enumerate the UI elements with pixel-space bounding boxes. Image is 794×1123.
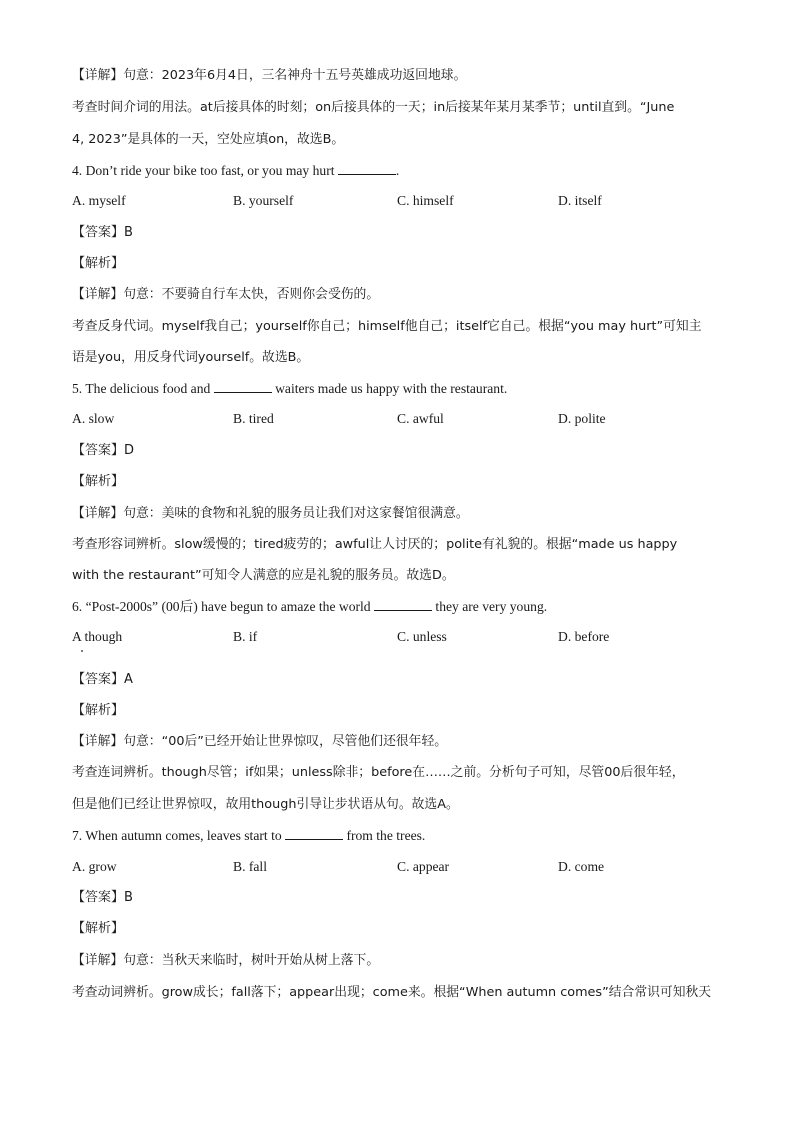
option-b: B. fall — [233, 859, 267, 874]
explanation-line: 【详解】句意：“00后”已经开始让世界惊叹，尽管他们还很年轻。 — [72, 734, 448, 749]
option-d: D. before — [558, 629, 610, 644]
answer-blank — [214, 380, 272, 393]
option-d: D. itself — [558, 193, 602, 208]
option-d: D. polite — [558, 411, 606, 426]
answer-blank — [338, 162, 396, 175]
option-b: B. tired — [233, 411, 274, 426]
option-a: A. slow — [72, 411, 115, 426]
answer-blank — [374, 598, 432, 611]
question-5: 5. The delicious food and waiters made us happy with the restaurant. — [72, 381, 508, 396]
explanation-line: 【详解】句意：2023年6月4日，三名神舟十五号英雄成功返回地球。 — [72, 68, 467, 83]
analysis-label: 【解析】 — [72, 474, 125, 489]
explanation-line: 考查连词辨析。though尽管；if如果；unless除非；before在……之前。分析句子可知，尽管00后很年轻， — [72, 765, 685, 780]
explanation-line: 【详解】句意：美味的食物和礼貌的服务员让我们对这家餐馆很满意。 — [72, 506, 469, 521]
answer-blank — [285, 827, 343, 840]
explanation-line: 考查时间介词的用法。at后接具体的时刻；on后接具体的一天；in后接某年某月某季节；until直到。“June — [72, 100, 675, 115]
explanation-line: 【详解】句意：不要骑自行车太快，否则你会受伤的。 — [72, 287, 380, 302]
explanation-line: 考查反身代词。myself我自己；yourself你自己；himself他自己；itself它自己。根据“you may hurt”可知主 — [72, 319, 702, 334]
question-7: 7. When autumn comes, leaves start to from the trees. — [72, 828, 426, 843]
question-4: 4. Don’t ride your bike too fast, or you may hurt . — [72, 163, 400, 178]
explanation-line: 【详解】句意：当秋天来临时，树叶开始从树上落下。 — [72, 953, 380, 968]
answer-label: 【答案】A — [72, 672, 133, 687]
option-a: A though — [72, 629, 123, 644]
option-c: C. himself — [397, 193, 454, 208]
stray-dot — [81, 650, 83, 652]
explanation-line: 考查形容词辨析。slow缓慢的；tired疲劳的；awful让人讨厌的；polite有礼貌的。根据“made us happy — [72, 537, 678, 552]
answer-label: 【答案】D — [72, 443, 135, 458]
question-6: 6. “Post-2000s” (00后) have begun to amaze the world they are very young. — [72, 599, 548, 614]
analysis-label: 【解析】 — [72, 256, 125, 271]
answer-label: 【答案】B — [72, 225, 133, 240]
option-c: C. appear — [397, 859, 450, 874]
option-b: B. if — [233, 629, 258, 644]
explanation-line: with the restaurant”可知令人满意的应是礼貌的服务员。故选D。 — [72, 568, 455, 583]
explanation-line: 但是他们已经让世界惊叹，故用though引导让步状语从句。故选A。 — [72, 797, 459, 812]
option-c: C. awful — [397, 411, 444, 426]
option-a: A. myself — [72, 193, 126, 208]
explanation-line: 考查动词辨析。grow成长；fall落下；appear出现；come来。根据“When autumn comes”结合常识可知秋天 — [72, 985, 712, 1000]
answer-label: 【答案】B — [72, 890, 133, 905]
analysis-label: 【解析】 — [72, 703, 125, 718]
option-a: A. grow — [72, 859, 117, 874]
option-b: B. yourself — [233, 193, 294, 208]
explanation-line: 语是you，用反身代词yourself。故选B。 — [72, 350, 310, 365]
analysis-label: 【解析】 — [72, 921, 125, 936]
option-c: C. unless — [397, 629, 447, 644]
explanation-line: 4, 2023”是具体的一天，空处应填on，故选B。 — [72, 132, 345, 147]
option-d: D. come — [558, 859, 605, 874]
